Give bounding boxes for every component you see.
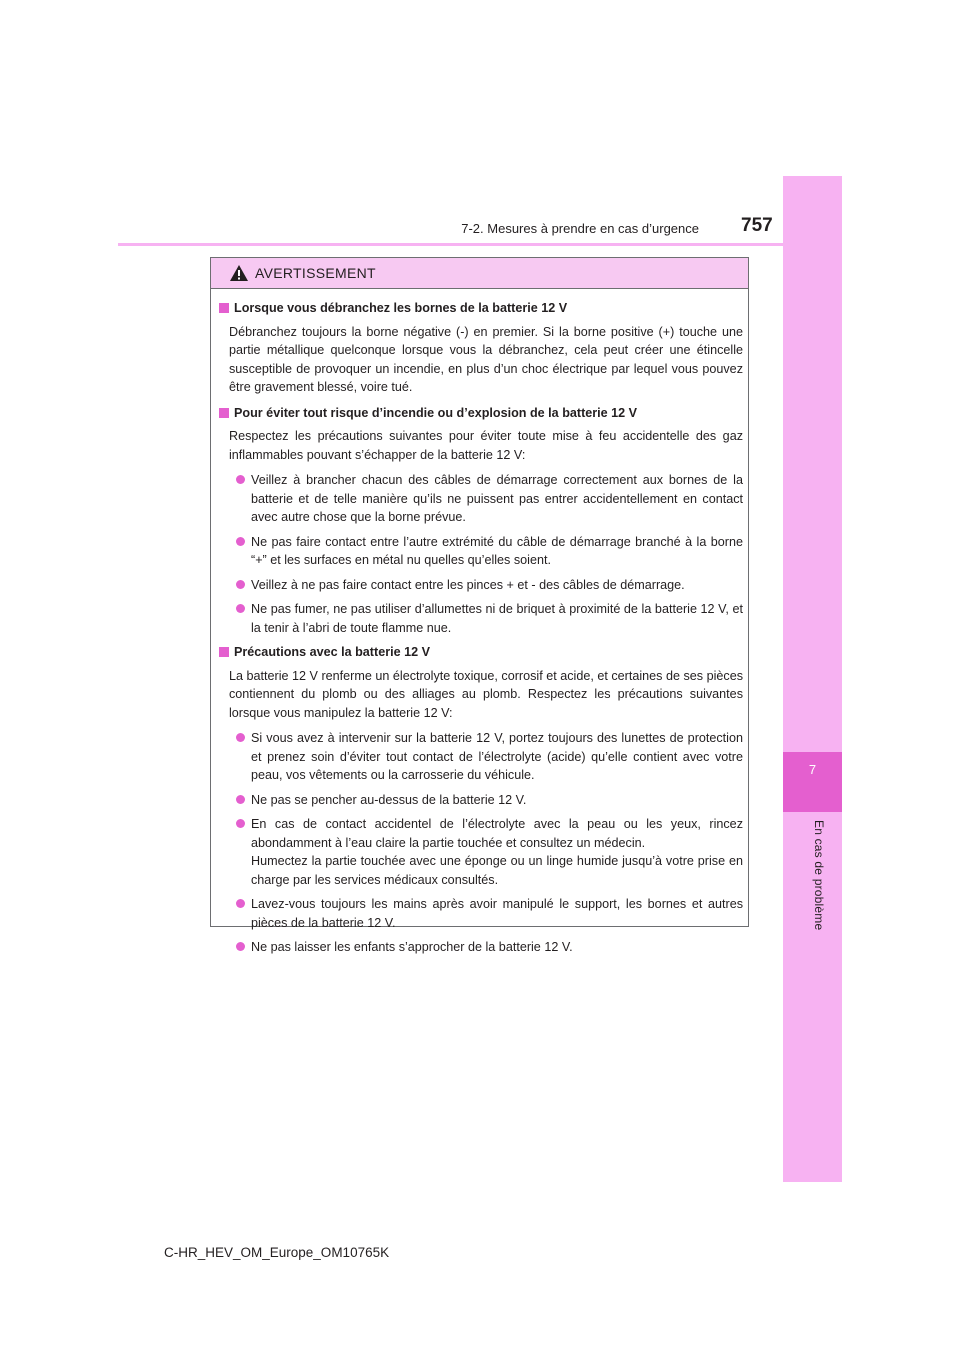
chapter-number: 7: [808, 762, 817, 777]
section-paragraph: Débranchez toujours la borne négative (-) en premier. Si la borne positive (+) touche une partie métallique quelconque lorsque vous la débranchez, cela peut créer une étincelle susceptible de provoquer un incendie, en plus d’un choc électrique par lequel vous pouvez être gravement blessé, voire tué.: [229, 324, 743, 394]
section-heading: [219, 643, 743, 662]
header-rule: [118, 243, 842, 246]
page-number: 757: [741, 215, 773, 236]
bullet-text: Ne pas faire contact entre l’autre extrémité du câble de démarrage branché à la borne “+” et les surfaces en métal nu quelles qu’elles soient.: [251, 534, 743, 567]
warning-triangle-icon: [229, 264, 249, 282]
warning-body: [211, 289, 748, 957]
chapter-number-tab: [783, 752, 842, 812]
bullet-item: [229, 895, 743, 932]
bullet-text: Veillez à ne pas faire contact entre les pinces + et - des câbles de démarrage.: [251, 577, 685, 592]
bullet-text: Ne pas fumer, ne pas utiliser d’allumettes ni de briquet à proximité de la batterie 12 V, et la tenir à l’abri de toute flamme nue.: [251, 602, 743, 635]
warning-header: [211, 258, 748, 289]
chapter-label: En cas de problème: [812, 820, 826, 931]
round-bullet-icon: [236, 899, 245, 908]
round-bullet-icon: [236, 942, 245, 951]
round-bullet-icon: [236, 733, 245, 742]
section-heading: [219, 404, 743, 423]
bullet-item: [229, 600, 743, 637]
bullet-text: Lavez-vous toujours les mains après avoir manipulé le support, les bornes et autres pièces de la batterie 12 V.: [251, 897, 743, 930]
bullet-item: [229, 576, 743, 595]
bullet-text: En cas de contact accidentel de l’électrolyte avec la peau ou les yeux, rincez abondamment à l’eau claire la partie touchée et consultez un médecin. Humectez la partie touchée avec une éponge ou un linge humide jusqu’à votre prise en charge par les services médicaux consultés.: [251, 817, 743, 887]
chapter-side-tab: [783, 176, 842, 1182]
warning-title: AVERTISSEMENT: [255, 265, 376, 281]
round-bullet-icon: [236, 604, 245, 613]
round-bullet-icon: [236, 580, 245, 589]
section-heading-text: Précautions avec la batterie 12 V: [234, 645, 431, 659]
section-heading-text: Pour éviter tout risque d’incendie ou d’explosion de la batterie 12 V: [234, 405, 638, 420]
bullet-text: Ne pas laisser les enfants s’approcher de la batterie 12 V.: [251, 940, 573, 954]
section-paragraph: La batterie 12 V renferme un électrolyte toxique, corrosif et acide, et certaines de ses pièces contiennent du plomb ou des alliages au plomb. Respectez les précautions suivantes lorsque vous manipulez la batterie 12 V:: [229, 668, 743, 720]
bullet-text: Ne pas se pencher au-dessus de la batterie 12 V.: [251, 792, 527, 807]
bullet-item: [229, 791, 743, 810]
square-bullet-icon: [219, 647, 229, 657]
round-bullet-icon: [236, 537, 245, 546]
round-bullet-icon: [236, 795, 245, 804]
bullet-item: [229, 729, 743, 785]
bullet-text: Si vous avez à intervenir sur la batterie 12 V, portez toujours des lunettes de protection et prenez soin d’éviter tout contact de l’électrolyte (acide) qu’elle contient avec votre peau, vos vêtements ou la carrosserie du véhicule.: [251, 731, 743, 782]
warning-box: [210, 257, 749, 954]
bullet-item: [229, 815, 743, 889]
document-code: C-HR_HEV_OM_Europe_OM10765K: [164, 1245, 390, 1260]
section-heading: [219, 299, 743, 318]
bullet-item: [229, 471, 743, 527]
round-bullet-icon: [236, 819, 245, 828]
bullet-item: [229, 938, 743, 957]
section-heading-text: Lorsque vous débranchez les bornes de la batterie 12 V: [234, 301, 568, 315]
section-title: 7-2. Mesures à prendre en cas d’urgence: [461, 221, 699, 236]
round-bullet-icon: [236, 475, 245, 484]
square-bullet-icon: [219, 408, 229, 418]
bullet-text: Veillez à brancher chacun des câbles de démarrage correctement aux bornes de la batterie et de telle manière qu’ils ne puissent pas entrer accidentellement en contact avec autre chose que la borne prévue.: [251, 473, 743, 524]
square-bullet-icon: [219, 303, 229, 313]
bullet-item: [229, 533, 743, 570]
section-paragraph: Respectez les précautions suivantes pour éviter toute mise à feu accidentelle des gaz inflammables pouvant s’échapper de la batterie 12 V:: [229, 429, 743, 462]
